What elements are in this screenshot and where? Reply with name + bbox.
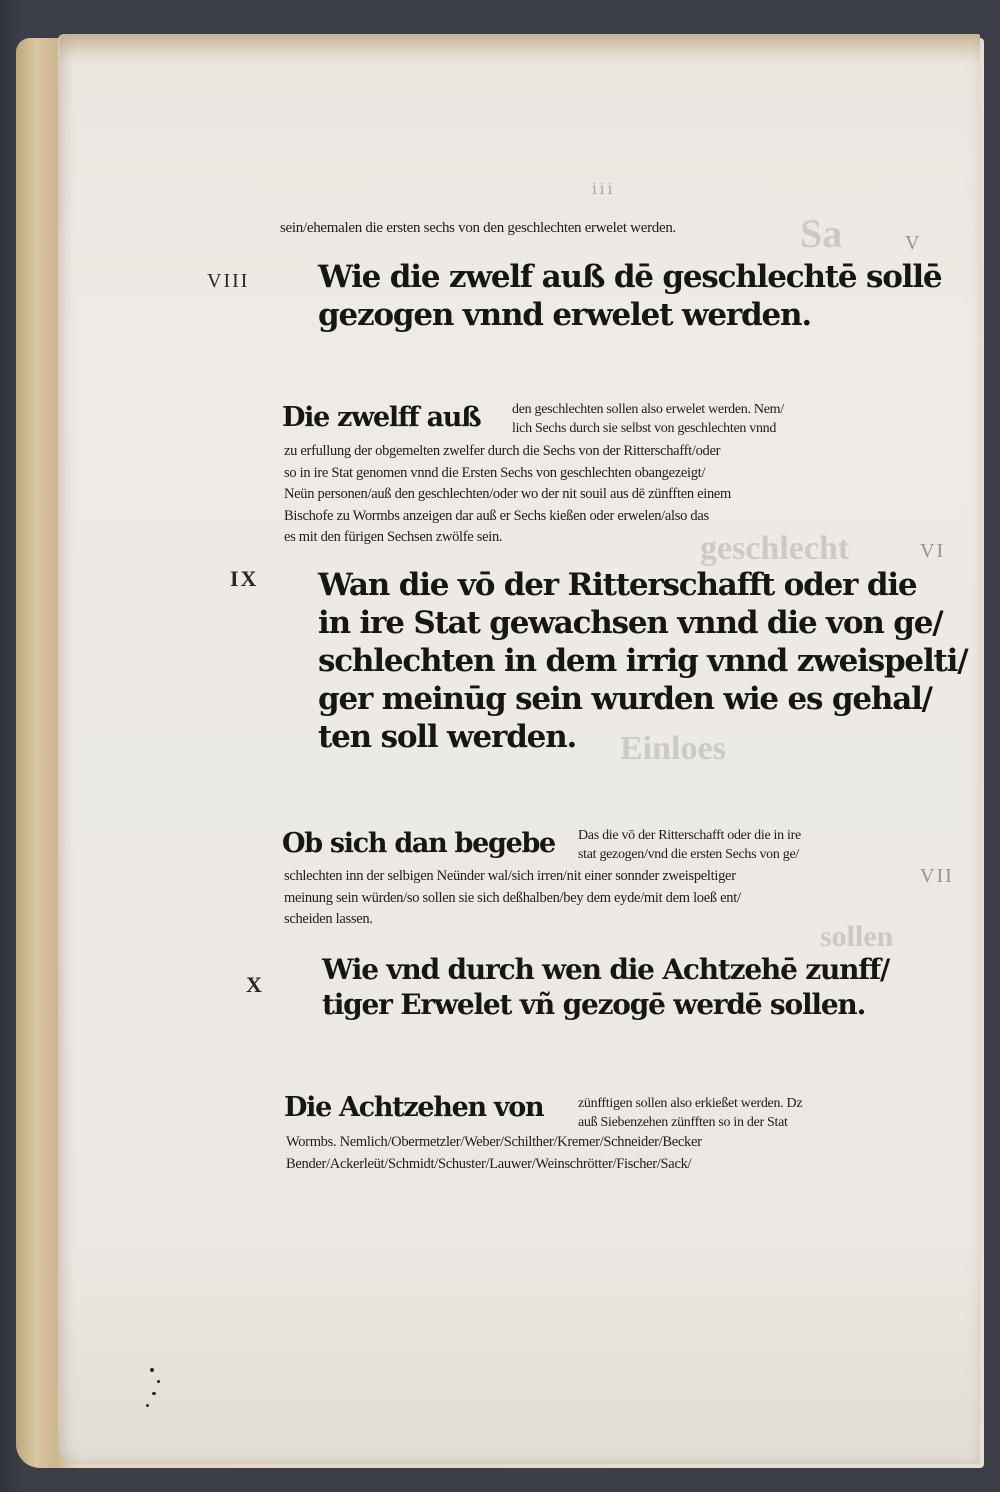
section-body: schlechten inn der selbigen Neünder wal/sich irren/nit einer sonnder zweispeltiger meinung sein würden/so sollen sie sich deßhalben/bey dem eyde/mit dem loeß ent/ scheiden lassen. [284, 868, 741, 927]
ink-mark [146, 1404, 149, 1407]
section-first-words: Die zwelff auß [282, 402, 481, 433]
section-heading: Wan die vō der Ritterschafft oder die in ire Stat gewachsen vnnd die von ge/ schlechten in dem irrig vnnd zweispelti/ ger meinūg sein wurden wie es gehal/ ten soll werden. [318, 567, 968, 755]
show-through-text: Sa [800, 211, 843, 256]
section-body-side: den geschlechten sollen also erwelet werden. Nem/ lich Sechs durch sie selbst von geschlechten vnnd [512, 402, 784, 436]
section-body: Wormbs. Nemlich/Obermetzler/Weber/Schilther/Kremer/Schneider/Becker Bender/Ackerleüt/Schmidt/Schuster/Lauwer/Weinschrötter/Fischer/Sack/ [286, 1134, 702, 1172]
folio-number: iii [592, 180, 616, 198]
section-heading: Wie vnd durch wen die Achtzehē zunff/ tiger Erwelet vñ gezogē werdē sollen. [322, 953, 889, 1021]
show-through-text: sollen [820, 920, 894, 953]
section-body-side: zünfftigen sollen also erkießet werden. Dz auß Siebenzehen zünfften so in der Stat [578, 1096, 803, 1130]
section-numeral: IX [230, 566, 259, 591]
section-first-words: Die Achtzehen von [284, 1092, 544, 1123]
margin-numeral-showthrough: VI [920, 540, 946, 562]
show-through-text: Einloes [620, 730, 726, 767]
section-numeral: VIII [207, 270, 250, 292]
margin-numeral-showthrough: V [905, 232, 922, 254]
section-numeral: X [246, 972, 264, 997]
section-body: zu erfullung der obgemelten zwelfer durch die Sechs von der Ritterschafft/oder so in ire Stat genomen vnnd die Ersten Sechs von geschlechten obangezeigt/ Neün personen/auß den geschlechten/oder wo der nit souil aus dē zünfften einem Bischofe zu Wormbs anzeigen dar auß er Sechs kießen oder erwelen/also das es mit den fürigen Sechsen zwölfe sein. [284, 443, 732, 545]
show-through-text: geschlecht [700, 530, 850, 567]
section-heading: Wie die zwelf auß dē geschlechtē sollē gezogen vnnd erwelet werden. [318, 259, 942, 333]
ink-mark [157, 1380, 160, 1383]
section-first-words: Ob sich dan begebe [282, 828, 555, 859]
page-stain [60, 34, 980, 64]
carryover-line: sein/ehemalen die ersten sechs von den geschlechten erwelet werden. [280, 220, 676, 236]
margin-numeral-showthrough: VII [920, 865, 954, 887]
ink-mark [152, 1392, 156, 1395]
ink-mark [150, 1368, 154, 1372]
section-body-side: Das die vō der Ritterschafft oder die in ire stat gezogen/vnd die ersten Sechs von ge/ [578, 828, 801, 862]
